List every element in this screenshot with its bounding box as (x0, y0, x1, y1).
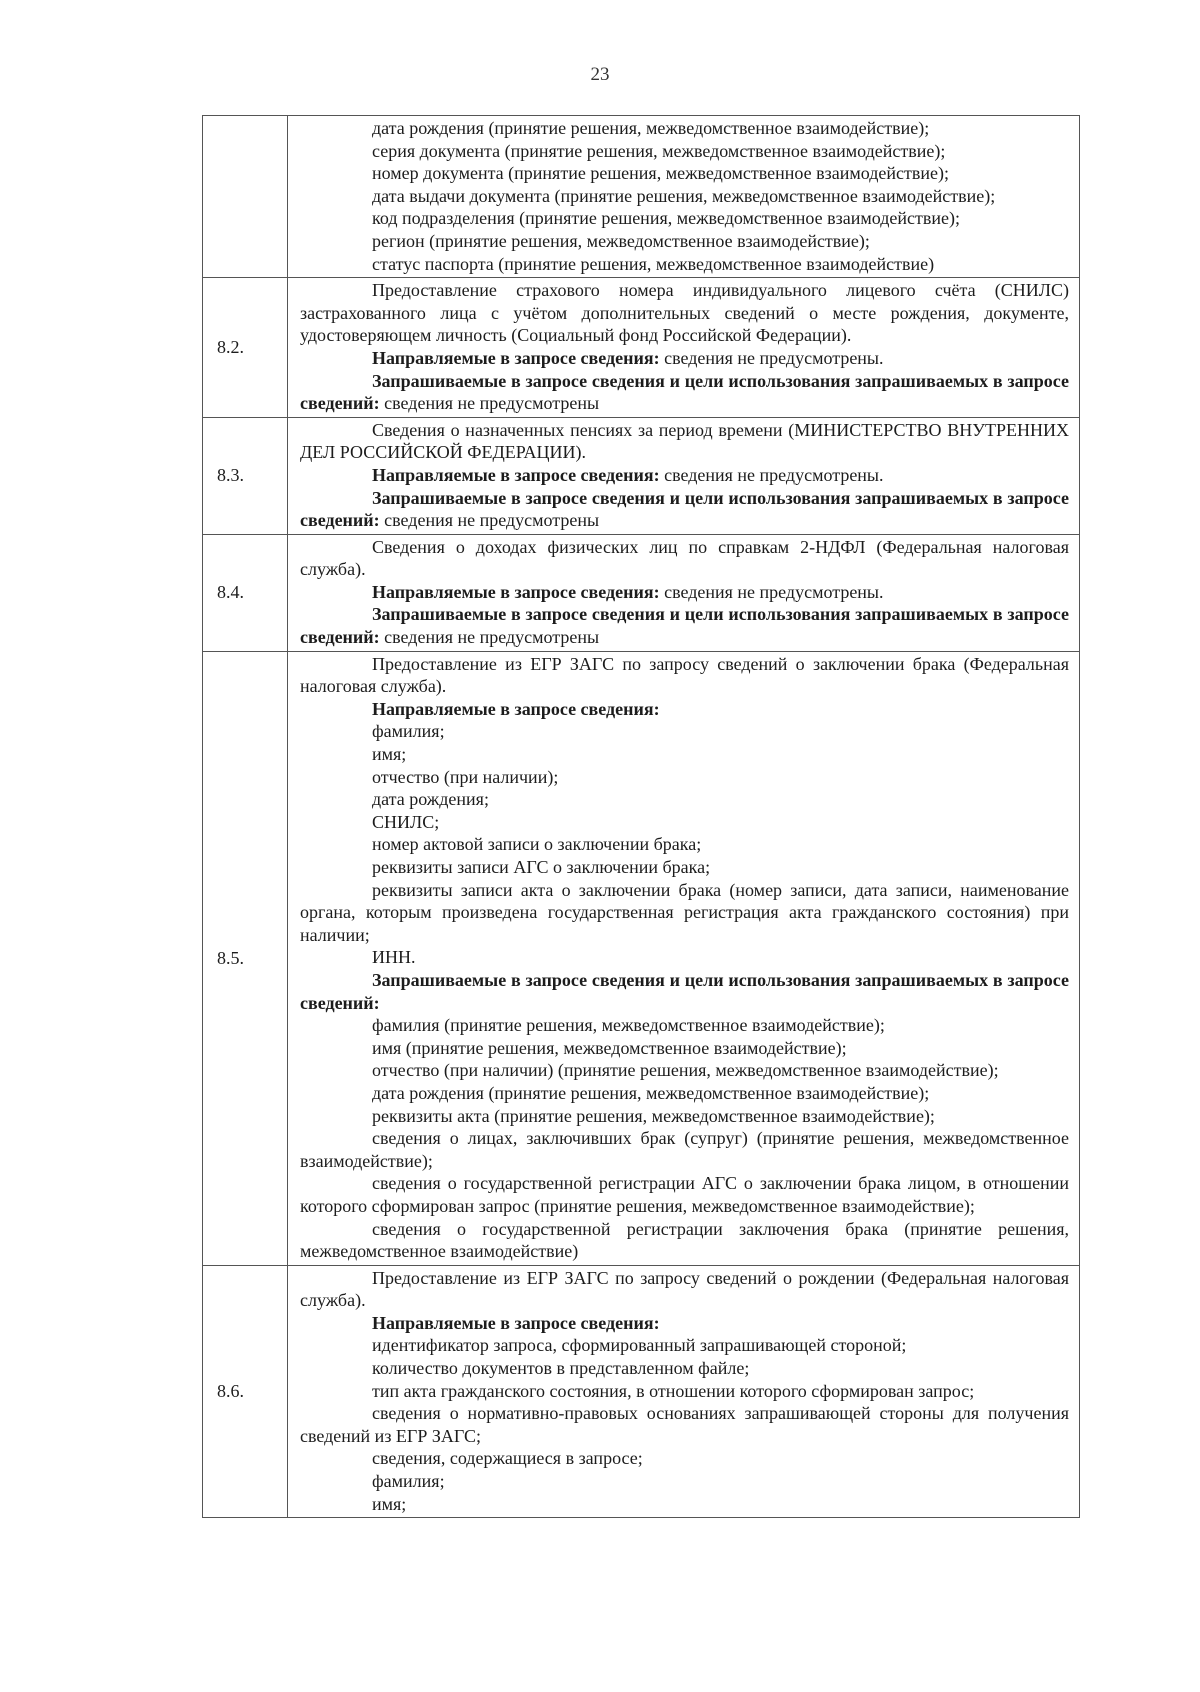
table-row (203, 1265, 1080, 1518)
list-item: фамилия (принятие решения, межведомственное взаимодействие); (372, 1015, 885, 1036)
requested-label: Запрашиваемые в запросе сведения и цели использования запрашиваемых в запросе сведений: (300, 969, 1069, 1013)
row-content-cell (288, 651, 1080, 1265)
sent-label: Направляемые в запросе сведения: (372, 1312, 660, 1333)
sent-label: Направляемые в запросе сведения: (372, 347, 660, 368)
table-row (203, 534, 1080, 651)
row-content-cell (288, 417, 1080, 534)
list-item: дата рождения (принятие решения, межведомственное взаимодействие); (372, 1082, 930, 1103)
row-number: 8.5. (203, 651, 288, 1265)
row-title: Предоставление из ЕГР ЗАГС по запросу сведений о рождении (Федеральная налоговая служба). (300, 1267, 1069, 1311)
list-item: серия документа (принятие решения, межведомственное взаимодействие); (372, 140, 946, 161)
requested-value: сведения не предусмотрены (379, 393, 600, 414)
row-number: 8.6. (203, 1265, 288, 1518)
table-row (203, 417, 1080, 534)
list-item: сведения, содержащиеся в запросе; (372, 1448, 643, 1469)
row-title: Предоставление страхового номера индивидуального лицевого счёта (СНИЛС) застрахованного лица с учётом дополнительных сведений о месте рождения, документе, удостоверяющем личность (Социальный фонд Российской Федерации). (300, 280, 1069, 346)
list-item: имя; (372, 744, 407, 765)
list-item: идентификатор запроса, сформированный запрашивающей стороной; (372, 1335, 907, 1356)
list-item: сведения о нормативно-правовых основаниях запрашивающей стороны для получения сведений из ЕГР ЗАГС; (300, 1403, 1069, 1446)
row-content-cell (288, 116, 1080, 278)
row-number-cell (203, 116, 288, 278)
list-item: дата рождения (принятие решения, межведомственное взаимодействие); (372, 118, 930, 138)
row-content-cell (288, 534, 1080, 651)
sent-value: сведения не предусмотрены. (659, 347, 884, 368)
sent-paragraph (300, 581, 1069, 604)
sent-paragraph (300, 698, 1069, 721)
sent-value: сведения не предусмотрены. (659, 581, 884, 602)
list-item: отчество (при наличии) (принятие решения, межведомственное взаимодействие); (372, 1060, 999, 1081)
requested-label: Запрашиваемые в запросе сведения и цели использования запрашиваемых в запросе сведений: (300, 370, 1069, 414)
list-item: имя; (372, 1493, 407, 1514)
table-row (203, 651, 1080, 1265)
sent-label: Направляемые в запросе сведения: (372, 698, 660, 719)
list-item: ИНН. (372, 947, 416, 968)
data-table (202, 115, 1080, 1518)
list-item: сведения о лицах, заключивших брак (супруг) (принятие решения, межведомственное взаимодействие); (300, 1128, 1069, 1171)
list-item: сведения о государственной регистрации АГС о заключении брака лицом, в отношении которого сформирован запрос (принятие решения, межведомственное взаимодействие); (300, 1173, 1069, 1216)
row-content-cell (288, 278, 1080, 418)
requested-paragraph (300, 603, 1069, 648)
sent-paragraph (300, 1312, 1069, 1335)
requested-paragraph (300, 969, 1069, 1014)
sent-paragraph (300, 347, 1069, 370)
requested-paragraph (300, 370, 1069, 415)
table-row (203, 116, 1080, 278)
list-item: дата выдачи документа (принятие решения, межведомственное взаимодействие); (372, 185, 996, 206)
requested-value: сведения не предусмотрены (379, 627, 600, 648)
row-title: Сведения о доходах физических лиц по справкам 2-НДФЛ (Федеральная налоговая служба). (300, 536, 1069, 580)
list-item: дата рождения; (372, 789, 489, 810)
row-number: 8.2. (203, 278, 288, 418)
list-item: тип акта гражданского состояния, в отношении которого сформирован запрос; (372, 1380, 975, 1401)
requested-value: сведения не предусмотрены (379, 510, 600, 531)
list-item: реквизиты записи АГС о заключении брака; (372, 857, 711, 877)
requested-label: Запрашиваемые в запросе сведения и цели использования запрашиваемых в запросе сведений: (300, 604, 1069, 648)
list-item: сведения о государственной регистрации заключения брака (принятие решения, межведомственное взаимодействие) (300, 1218, 1069, 1262)
row-title: Сведения о назначенных пенсиях за период времени (МИНИСТЕРСТВО ВНУТРЕННИХ ДЕЛ РОССИЙСКОЙ ФЕДЕРАЦИИ). (300, 419, 1069, 463)
list-item: код подразделения (принятие решения, межведомственное взаимодействие); (372, 208, 960, 229)
table-row (203, 278, 1080, 418)
row-content-cell (288, 1265, 1080, 1518)
list-item: отчество (при наличии); (372, 766, 559, 787)
list-item: регион (принятие решения, межведомственное взаимодействие); (372, 230, 870, 251)
page-number: 23 (590, 64, 610, 85)
sent-paragraph (300, 464, 1069, 487)
sent-value: сведения не предусмотрены. (659, 464, 884, 485)
list-item: СНИЛС; (372, 811, 440, 832)
requested-label: Запрашиваемые в запросе сведения и цели использования запрашиваемых в запросе сведений: (300, 487, 1069, 531)
row-title: Предоставление из ЕГР ЗАГС по запросу сведений о заключении брака (Федеральная налоговая служба). (300, 653, 1069, 697)
list-item: имя (принятие решения, межведомственное взаимодействие); (372, 1037, 847, 1058)
list-item: количество документов в представленном файле; (372, 1358, 750, 1379)
sent-label: Направляемые в запросе сведения: (372, 464, 660, 485)
requested-paragraph (300, 487, 1069, 532)
row-number: 8.4. (203, 534, 288, 651)
row-number: 8.3. (203, 417, 288, 534)
list-item: реквизиты акта (принятие решения, межведомственное взаимодействие); (372, 1105, 935, 1126)
list-item: реквизиты записи акта о заключении брака (номер записи, дата записи, наименование органа, которым произведена государственная регистрация акта гражданского состояния) при наличии; (300, 879, 1069, 945)
list-item: номер документа (принятие решения, межведомственное взаимодействие); (372, 163, 949, 184)
list-item: статус паспорта (принятие решения, межведомственное взаимодействие) (372, 253, 935, 274)
list-item: фамилия; (372, 721, 445, 742)
sent-label: Направляемые в запросе сведения: (372, 581, 660, 602)
list-item: номер актовой записи о заключении брака; (372, 834, 702, 855)
list-item: фамилия; (372, 1471, 445, 1492)
